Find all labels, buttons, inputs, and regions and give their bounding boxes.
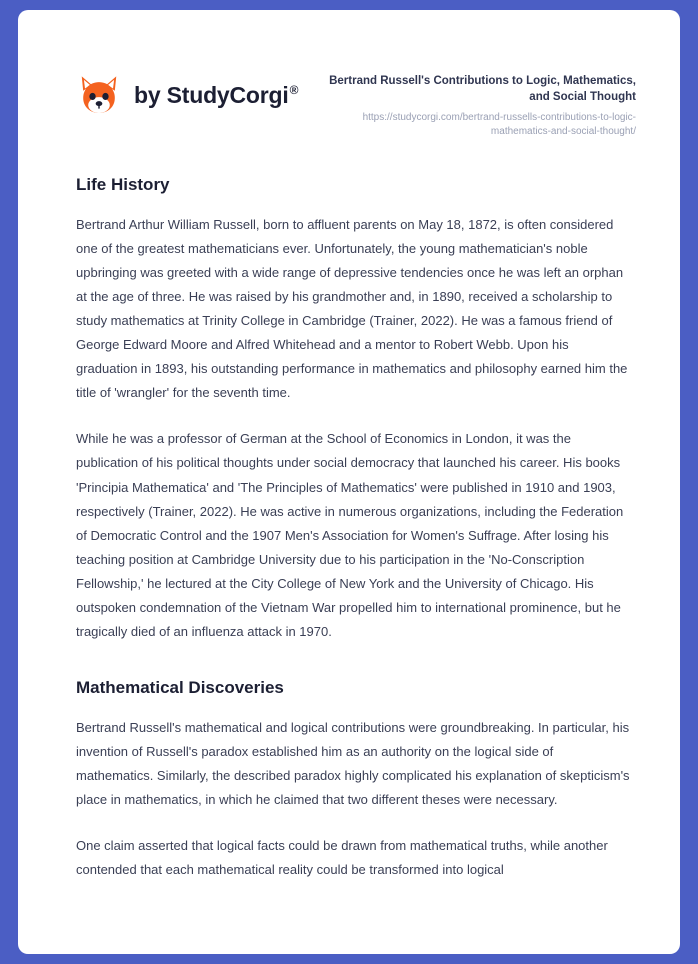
document-header [18,10,680,139]
corgi-fox-logo-icon [76,72,122,118]
paragraph: One claim asserted that logical facts could be drawn from mathematical truths, while another contended that each mathematical reality could be transformed into logical [76,838,608,878]
document-content [18,175,680,882]
brand-block [76,58,298,118]
registered-trademark-mark: ® [289,82,299,97]
brand-name [134,82,298,109]
source-url[interactable]: https://studycorgi.com/bertrand-russells-contributions-to-logic-mathematics-and-social-thought/ [362,112,636,138]
section-heading-life-history: Life History [76,175,170,195]
brand-name-text: by StudyCorgi [134,81,289,108]
page-title: Bertrand Russell's Contributions to Logic, Mathematics, and Social Thought [329,75,636,103]
paragraph: Bertrand Arthur William Russell, born to affluent parents on May 18, 1872, is often considered one of the greatest mathematicians ever. Unfortunately, the young mathematician's noble upbringing was greeted with a wide range of depressive tendencies once he was left an orphan at the age of three. He was raised by his grandmother and, in 1890, received a scholarship to study mathematics at Trinity College in Cambridge (Trainer, 2022). He was a famous friend of George Edward Moore and Alfred Whitehead and a mentor to Robert Webb. Upon his graduation in 1893, his outstanding performance in mathematics and philosophy earned him the title of 'wrangler' for the seventh time. [76,217,628,401]
document-meta [298,58,636,139]
paragraph: Bertrand Russell's mathematical and logical contributions were groundbreaking. In particular, his invention of Russell's paradox established him as an authority on the logical side of mathematics. Similarly, the described paradox highly complicated his explanation of skepticism's place in mathematics, in which he claimed that two different theses were necessary. [76,719,630,807]
paragraph: While he was a professor of German at the School of Economics in London, it was the publication of his political thoughts under social democracy that launched his career. His books 'Principia Mathematica' and 'The Principles of Mathematics' were published in 1910 and 1903, respectively (Trainer, 2022). He was active in numerous organizations, including the Federation of Democratic Control and the 1907 Men's Association for Women's Suffrage. After losing his teaching position at Cambridge University due to his participation in the 'No-Conscription Fellowship,' he lectured at the City College of New York and the University of Chicago. His outspoken condemnation of the Vietnam War propelled him to international prominence, but he tragically died of an influenza attack in 1970. [76,431,624,639]
document-page [18,10,680,954]
section-heading-mathematical-discoveries: Mathematical Discoveries [76,677,284,697]
